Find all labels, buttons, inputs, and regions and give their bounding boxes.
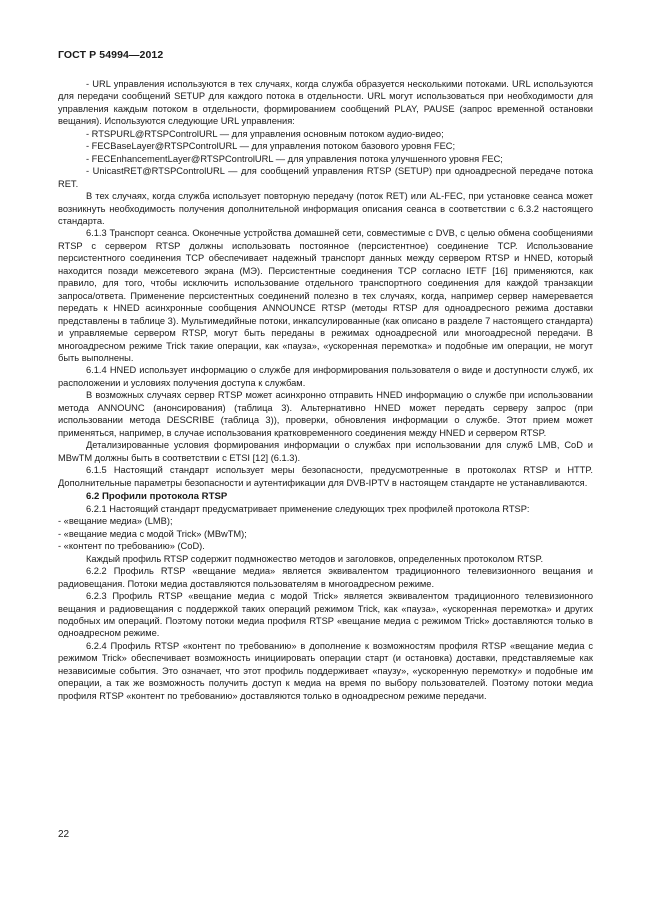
paragraph-detailed-conditions: Детализированные условия формирования информации о службах при использовании для служб LMB, CoD и MBwTM должны быть в соответствии с ETSI [12] (6.1.3). xyxy=(58,440,593,463)
paragraph-6-2-2: 6.2.2 Профиль RTSP «вещание медиа» является эквивалентом традиционного телевизионного вещания и радиовещания. Потоки медиа доставляются пользователям в многоадресном режиме. xyxy=(58,566,593,589)
list-item-rtspurl: - RTSPURL@RTSPControlURL — для управления основным потоком аудио-видео; xyxy=(86,128,444,139)
list-item-lmb: - «вещание медиа» (LMB); xyxy=(58,516,173,527)
paragraph-6-2-3: 6.2.3 Профиль RTSP «вещание медиа с модой Trick» является эквивалентом традиционного телевизионного вещания и радиовещания с поддержкой таких операций режимом Trick, как «пауза», «ускоренная перемотка» и других подобных им операций. Поэтому потоки медиа профиля RTSP «вещание медиа с режимом Trick» доставляются только в одноадресном режиме. xyxy=(58,591,593,639)
list-item-mbwtm: - «вещание медиа с модой Trick» (MBwTM); xyxy=(58,528,247,539)
paragraph-6-2-4: 6.2.4 Профиль RTSP «контент по требованию» в дополнение к возможностям профиля RTSP «вещание медиа с режимом Trick» обеспечивает возможность инициировать операции старт (и остановка) доставки, представляемые как независимые события. Это означает, что этот профиль поддерживает «паузу», «ускоренную перемотку» и подобные им операции, а так же возможность получить доступ к медиа на время по выбору пользователей. Поэтому потоки медиа профиля RTSP «контент по требованию» доставляются только в одноадресном режиме передачи. xyxy=(58,640,593,701)
list-item-cod: - «контент по требованию» (CoD). xyxy=(58,541,205,552)
paragraph-6-2-1: 6.2.1 Настоящий стандарт предусматривает применение следующих трех профилей протокола RTSP: xyxy=(86,503,530,514)
standard-header: ГОСТ Р 54994—2012 xyxy=(58,49,164,61)
paragraph-6-1-4: 6.1.4 HNED использует информацию о службе для информирования пользователя о виде и доступности служб, их расположении и условиях получения доступа к службам. xyxy=(58,365,593,388)
list-item-fec-enhancement: - FECEnhancementLayer@RTSPControlURL — для управления потока улучшенного уровня FEC; xyxy=(86,153,503,164)
list-item-fec-base: - FECBaseLayer@RTSPControlURL — для управления потоком базового уровня FEC; xyxy=(86,141,456,152)
paragraph-announce: В возможных случаях сервер RTSP может асинхронно отправить HNED информацию о службе при использовании метода ANNOUNC (анонсирования) (таблица 3). Альтернативно HNED может передать серверу запрос (при использовании метода DESCRIBE (таблица 3)), проверки, обновления информации о службе. Этот прием может применяться, например, в случае использования кратковременного соединения между HNED и сервером RTSP. xyxy=(58,390,593,438)
page-number: 22 xyxy=(58,829,70,840)
paragraph-6-1-5: 6.1.5 Настоящий стандарт использует меры безопасности, предусмотренные в протоколах RTSP и HTTP. Дополнительные параметры безопасности и аутентификации для DVB-IPTV в настоящем стандарте не устанавливаются. xyxy=(58,465,593,488)
section-heading-6-2: 6.2 Профили протокола RTSP xyxy=(86,490,228,502)
paragraph-ret-al-fec: В тех случаях, когда служба использует повторную передачу (поток RET) или AL-FEC, при установке сеанса может возникнуть необходимость получения дополнительной информация описания сеанса в соответствии с 6.3.2 настоящего стандарта. xyxy=(58,191,593,226)
document-body xyxy=(58,78,593,702)
list-item-unicast-ret: - UnicastRET@RTSPControlURL — для сообщений управления RTSP (SETUP) при одноадресной передаче потока RET. xyxy=(58,166,593,189)
paragraph-profile-subset: Каждый профиль RTSP содержит подмножество методов и заголовков, определенных протоколом RTSP. xyxy=(86,553,544,564)
paragraph-6-1-3: 6.1.3 Транспорт сеанса. Оконечные устройства домашней сети, совместимые с DVB, с целью обмена сообщениями RTSP с сервером RTSP должны использовать постоянное (персистентное) соединение TCP. Использование персистентного соединения TCP обеспечивает надежный транспорт данных между сервером RTSP и HNED, который находится позади межсетевого экрана (МЭ). Персистентные соединения TCP согласно IETF [16] применяются, как правило, для того, чтобы исключить использование отдельного транспортного соединения для каждой транзакции запроса/ответа. Применение персистентных соединений полезно в тех случаях, когда, например сервер намеревается передать к HNED асинхронные сообщения ANNOUNCE RTSP (методы RTSP для одноадресного режима доставки представлены в таблице 3). Мультимедийные потоки, инкапсулированные (как описано в разделе 7 настоящего стандарта) и управляемые сервером RTSP, могут быть переданы в режимах одноадресной или многоадресной передачи. В многоадресном режиме Trick такие операции, как «пауза», «ускоренная перемотка» и подобные им операции, не могут быть выполнены. xyxy=(58,228,593,363)
paragraph-control-url-intro: - URL управления используются в тех случаях, когда служба образуется несколькими потоками. URL используются для передачи сообщений SETUP для каждого потока в отдельности. URL могут использоваться при необходимости для управления каждым потоком в отдельности, формированием сообщений PLAY, PAUSE (запрос временной остановки вещания). Используются следующие URL управления: xyxy=(58,79,593,127)
